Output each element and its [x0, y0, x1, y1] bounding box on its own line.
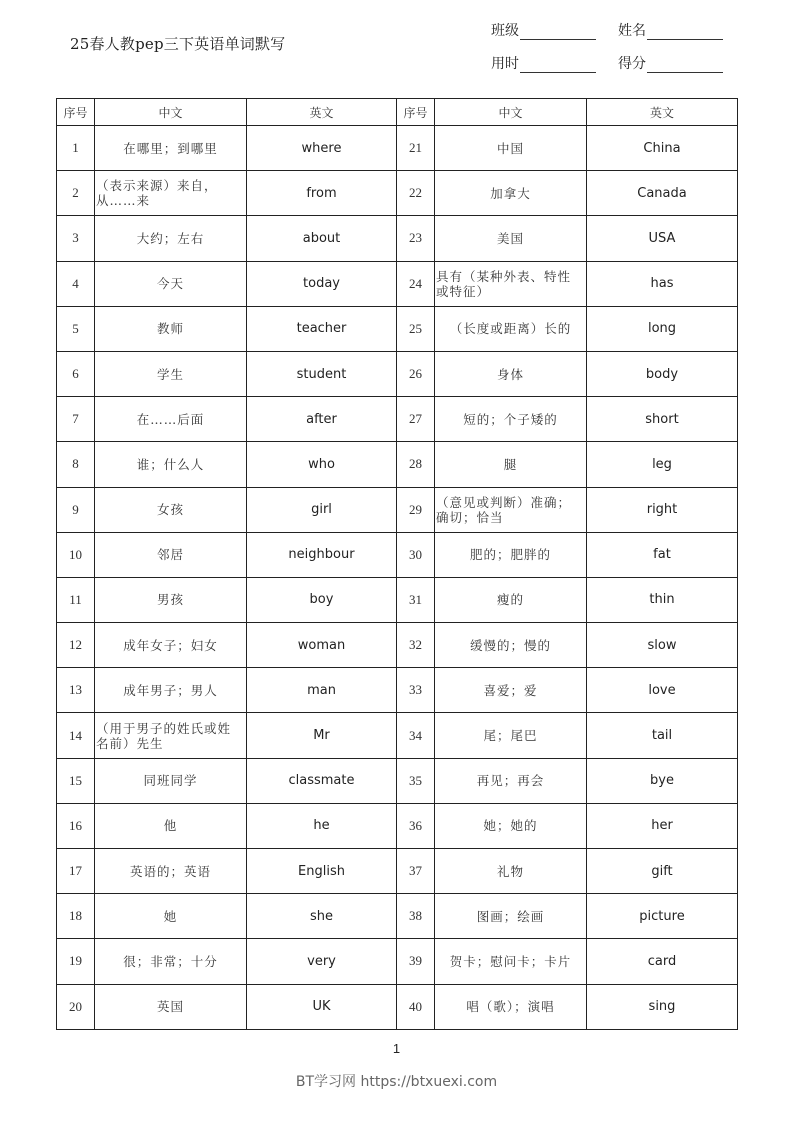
chinese-meaning: 今天: [95, 261, 247, 306]
word-number: 30: [397, 532, 435, 577]
english-word: USA: [587, 216, 738, 261]
word-number: 28: [397, 442, 435, 487]
chinese-meaning: 再见；再会: [435, 758, 587, 803]
chinese-meaning: 在……后面: [95, 397, 247, 442]
english-word: bye: [587, 758, 738, 803]
word-number: 16: [57, 803, 95, 848]
table-row: [57, 849, 738, 894]
column-header-english: 英文: [587, 99, 738, 126]
column-header-number: 序号: [397, 99, 435, 126]
chinese-meaning: 邻居: [95, 532, 247, 577]
word-number: 18: [57, 894, 95, 939]
english-word: who: [247, 442, 397, 487]
page-number: 1: [392, 1041, 401, 1056]
table-body: [57, 126, 738, 1030]
chinese-meaning: 在哪里；到哪里: [95, 126, 247, 171]
word-number: 39: [397, 939, 435, 984]
table-row: [57, 397, 738, 442]
chinese-meaning: 美国: [435, 216, 587, 261]
word-number: 24: [397, 261, 435, 306]
column-header-chinese: 中文: [95, 99, 247, 126]
english-word: teacher: [247, 306, 397, 351]
english-word: gift: [587, 849, 738, 894]
score-blank-line: [647, 58, 723, 73]
english-word: English: [247, 849, 397, 894]
column-header-english: 英文: [247, 99, 397, 126]
chinese-meaning: 大约；左右: [95, 216, 247, 261]
chinese-meaning: 女孩: [95, 487, 247, 532]
word-number: 22: [397, 171, 435, 216]
english-word: about: [247, 216, 397, 261]
worksheet-title: 25春人教pep三下英语单词默写: [70, 35, 286, 53]
english-word: UK: [247, 984, 397, 1029]
word-number: 11: [57, 577, 95, 622]
table-row: [57, 623, 738, 668]
english-word: Mr: [247, 713, 397, 758]
chinese-meaning: 教师: [95, 306, 247, 351]
table-header-row: [57, 99, 738, 126]
table-row: [57, 306, 738, 351]
chinese-meaning: 身体: [435, 351, 587, 396]
time-label: 用时: [491, 56, 519, 72]
chinese-meaning: （用于男子的姓氏或姓名前）先生: [95, 713, 247, 758]
time-blank-line: [520, 58, 596, 73]
chinese-meaning: 图画；绘画: [435, 894, 587, 939]
word-number: 3: [57, 216, 95, 261]
column-header-chinese: 中文: [435, 99, 587, 126]
chinese-meaning: 同班同学: [95, 758, 247, 803]
score-field: [618, 53, 723, 73]
chinese-meaning: 她: [95, 894, 247, 939]
word-number: 34: [397, 713, 435, 758]
word-number: 15: [57, 758, 95, 803]
english-word: China: [587, 126, 738, 171]
name-label: 姓名: [618, 23, 646, 39]
watermark-text: BT学习网 https://btxuexi.com: [295, 1074, 498, 1090]
chinese-meaning: 腿: [435, 442, 587, 487]
table-row: [57, 939, 738, 984]
chinese-meaning: （表示来源）来自，从……来: [95, 171, 247, 216]
chinese-meaning: 男孩: [95, 577, 247, 622]
chinese-meaning: 英国: [95, 984, 247, 1029]
word-number: 10: [57, 532, 95, 577]
chinese-meaning: 加拿大: [435, 171, 587, 216]
table-row: [57, 487, 738, 532]
chinese-meaning: 短的；个子矮的: [435, 397, 587, 442]
table-row: [57, 894, 738, 939]
english-word: tail: [587, 713, 738, 758]
chinese-meaning: 谁；什么人: [95, 442, 247, 487]
word-number: 37: [397, 849, 435, 894]
column-header-number: 序号: [57, 99, 95, 126]
chinese-meaning: 中国: [435, 126, 587, 171]
word-number: 29: [397, 487, 435, 532]
table-row: [57, 803, 738, 848]
english-word: has: [587, 261, 738, 306]
chinese-meaning: 成年女子；妇女: [95, 623, 247, 668]
chinese-meaning: 肥的；肥胖的: [435, 532, 587, 577]
word-number: 5: [57, 306, 95, 351]
word-number: 9: [57, 487, 95, 532]
name-field: [618, 20, 723, 40]
english-word: card: [587, 939, 738, 984]
english-word: very: [247, 939, 397, 984]
english-word: man: [247, 668, 397, 713]
english-word: he: [247, 803, 397, 848]
english-word: she: [247, 894, 397, 939]
english-word: Canada: [587, 171, 738, 216]
word-number: 27: [397, 397, 435, 442]
english-word: body: [587, 351, 738, 396]
english-word: girl: [247, 487, 397, 532]
word-number: 12: [57, 623, 95, 668]
word-number: 2: [57, 171, 95, 216]
chinese-meaning: 学生: [95, 351, 247, 396]
english-word: picture: [587, 894, 738, 939]
chinese-meaning: 瘦的: [435, 577, 587, 622]
word-number: 7: [57, 397, 95, 442]
chinese-meaning: 缓慢的；慢的: [435, 623, 587, 668]
word-number: 19: [57, 939, 95, 984]
word-number: 6: [57, 351, 95, 396]
word-number: 21: [397, 126, 435, 171]
name-blank-line: [647, 25, 723, 40]
english-word: after: [247, 397, 397, 442]
word-number: 31: [397, 577, 435, 622]
english-word: short: [587, 397, 738, 442]
word-number: 23: [397, 216, 435, 261]
chinese-meaning: 礼物: [435, 849, 587, 894]
word-number: 32: [397, 623, 435, 668]
table-row: [57, 577, 738, 622]
table-row: [57, 171, 738, 216]
table-row: [57, 758, 738, 803]
word-number: 26: [397, 351, 435, 396]
table-row: [57, 261, 738, 306]
table-row: [57, 713, 738, 758]
table-row: [57, 216, 738, 261]
class-label: 班级: [491, 23, 519, 39]
time-field: [491, 53, 596, 73]
word-number: 4: [57, 261, 95, 306]
english-word: from: [247, 171, 397, 216]
english-word: boy: [247, 577, 397, 622]
english-word: woman: [247, 623, 397, 668]
word-number: 40: [397, 984, 435, 1029]
table-row: [57, 532, 738, 577]
english-word: leg: [587, 442, 738, 487]
word-number: 35: [397, 758, 435, 803]
chinese-meaning: 贺卡；慰问卡；卡片: [435, 939, 587, 984]
table-row: [57, 442, 738, 487]
english-word: where: [247, 126, 397, 171]
chinese-meaning: 他: [95, 803, 247, 848]
english-word: her: [587, 803, 738, 848]
english-word: right: [587, 487, 738, 532]
class-field: [491, 20, 596, 40]
chinese-meaning: 英语的；英语: [95, 849, 247, 894]
word-number: 1: [57, 126, 95, 171]
chinese-meaning: 成年男子；男人: [95, 668, 247, 713]
chinese-meaning: 唱（歌）；演唱: [435, 984, 587, 1029]
chinese-meaning: 具有（某种外表、特性或特征）: [435, 261, 587, 306]
chinese-meaning: 很；非常；十分: [95, 939, 247, 984]
word-number: 33: [397, 668, 435, 713]
english-word: student: [247, 351, 397, 396]
word-number: 14: [57, 713, 95, 758]
chinese-meaning: （长度或距离）长的: [435, 306, 587, 351]
class-blank-line: [520, 25, 596, 40]
word-number: 38: [397, 894, 435, 939]
table-row: [57, 984, 738, 1029]
vocabulary-table: [56, 98, 738, 1030]
english-word: classmate: [247, 758, 397, 803]
word-number: 25: [397, 306, 435, 351]
english-word: neighbour: [247, 532, 397, 577]
chinese-meaning: 尾；尾巴: [435, 713, 587, 758]
word-number: 20: [57, 984, 95, 1029]
english-word: sing: [587, 984, 738, 1029]
table-row: [57, 351, 738, 396]
english-word: long: [587, 306, 738, 351]
english-word: slow: [587, 623, 738, 668]
word-number: 8: [57, 442, 95, 487]
chinese-meaning: 她；她的: [435, 803, 587, 848]
english-word: thin: [587, 577, 738, 622]
table-row: [57, 126, 738, 171]
chinese-meaning: （意见或判断）准确；确切；恰当: [435, 487, 587, 532]
chinese-meaning: 喜爱；爱: [435, 668, 587, 713]
word-number: 13: [57, 668, 95, 713]
score-label: 得分: [618, 56, 646, 72]
word-number: 36: [397, 803, 435, 848]
english-word: today: [247, 261, 397, 306]
word-number: 17: [57, 849, 95, 894]
english-word: love: [587, 668, 738, 713]
english-word: fat: [587, 532, 738, 577]
table-row: [57, 668, 738, 713]
